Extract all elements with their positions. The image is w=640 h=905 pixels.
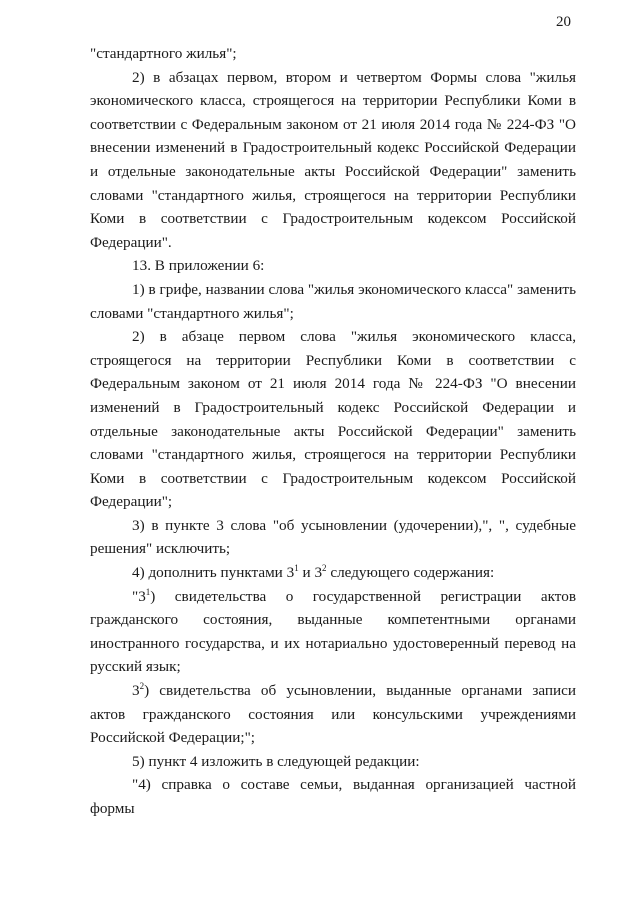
paragraph xyxy=(90,679,576,750)
text-run: следующего содержания: xyxy=(326,564,495,582)
text-run: 4) дополнить пунктами 3 xyxy=(132,564,295,582)
page-number: 20 xyxy=(556,14,571,30)
paragraph: 3) в пункте 3 слова "об усыновлении (удочерении),", ", судебные решения" исключить; xyxy=(90,516,576,558)
superscript: 1 xyxy=(145,586,151,597)
paragraph xyxy=(90,585,576,679)
superscript: 1 xyxy=(294,563,299,573)
paragraph: 1) в грифе, названии слова "жилья экономического класса" заменить словами "стандартного жилья"; xyxy=(90,280,576,322)
text-run: 3 xyxy=(132,682,140,700)
paragraph: 2) в абзацах первом, втором и четвертом Формы слова "жилья экономического класса, строящегося на территории Республики Коми в соответствии с Федеральным законом от 21 июля 2014 года № 224-ФЗ "О внесении изменений в Градостроительный кодекс Российской Федерации и отдельные законодательные акты Российской Федерации" заменить словами "стандартного жилья, строящегося на территории Республики Коми в соответствии с Градостроительным кодексом Российской Федерации". xyxy=(90,68,576,251)
superscript: 2 xyxy=(139,680,145,691)
paragraph xyxy=(90,561,576,585)
text-run: "3 xyxy=(132,587,146,605)
superscript: 2 xyxy=(322,563,327,573)
document-body xyxy=(90,42,576,821)
paragraph: "стандартного жилья"; xyxy=(90,45,237,62)
section-heading: 13. В приложении 6: xyxy=(132,257,265,275)
text-run: ) свидетельства о государственной регистрации актов гражданского состояния, выданные компетентными органами иностранного государства, и их нотариально удостоверенный перевод на русский язык; xyxy=(90,587,576,676)
paragraph: "4) справка о составе семьи, выданная организацией частной формы xyxy=(90,776,576,817)
paragraph: 5) пункт 4 изложить в следующей редакции: xyxy=(132,752,420,770)
text-run: и 3 xyxy=(298,564,323,582)
paragraph: 2) в абзаце первом слова "жилья экономического класса, строящегося на территории Республики Коми в соответствии с Федеральным законом от 21 июля 2014 года № 224-ФЗ "О внесении изменений в Градостроительный кодекс Российской Федерации и отдельные законодательные акты Российской Федерации" заменить словами "стандартного жилья, строящегося на территории Республики Коми в соответствии с Градостроительным кодексом Российской Федерации"; xyxy=(90,328,576,511)
text-run: ) свидетельства об усыновлении, выданные органами записи актов гражданского состояния или консульскими учреждениями Российской Федерации;"; xyxy=(90,682,576,747)
